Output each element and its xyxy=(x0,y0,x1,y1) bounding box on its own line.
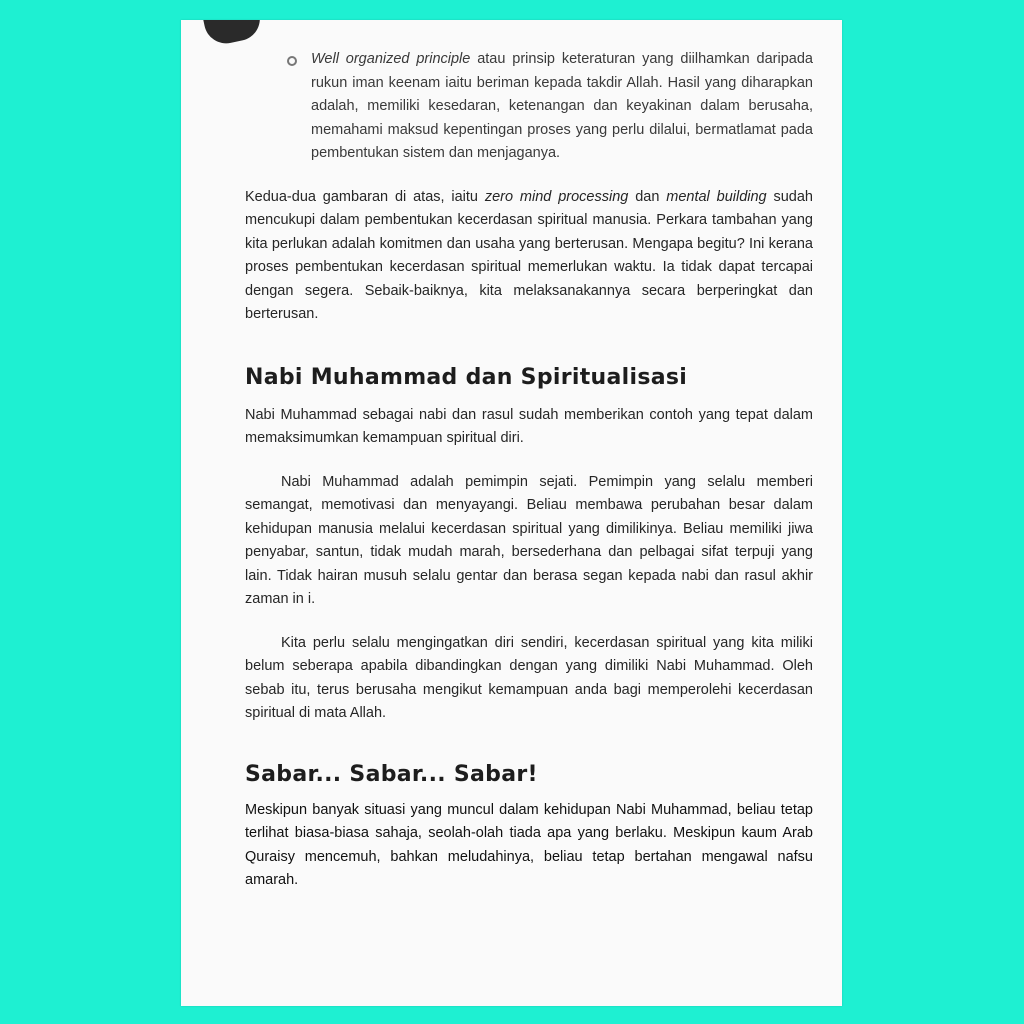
paragraph-kedua-dua xyxy=(245,186,813,327)
section-heading-nabi-muhammad: Nabi Muhammad dan Spiritualisasi xyxy=(245,364,688,390)
bullet-circle-icon xyxy=(287,56,297,66)
bullet-lead-italic: Well organized principle xyxy=(311,51,471,67)
section2-paragraph: Meskipun banyak situasi yang muncul dalam kehidupan Nabi Muhammad, beliau tetap terlihat biasa-biasa sahaja, seolah-olah tiada apa yang berlaku. Meskipun kaum Arab Quraisy mencemuh, bahkan meludahinya, beliau tetap bertahan mengawal nafsu amarah. xyxy=(245,801,813,888)
bullet-body-text: atau prinsip keteraturan yang diilhamkan daripada rukun iman keenam iaitu beriman kepada takdir Allah. Hasil yang diharapkan adalah, memiliki kesedaran, ketenangan dan keyakinan dalam berusaha, memahami maksud kepentingan proses yang perlu dilalui, bermatlamat pada pembentukan sistem dan menjaganya. xyxy=(311,51,813,161)
section1-paragraph-kita-perlu: Kita perlu selalu mengingatkan diri sendiri, kecerdasan spiritual yang kita miliki belum seberapa apabila dibandingkan dengan yang dimiliki Nabi Muhammad. Oleh sebab itu, terus berusaha mengikut kemampuan anda bagi memperolehi kecerdasan spiritual di mata Allah. xyxy=(245,634,813,721)
section1-intro-paragraph: Nabi Muhammad sebagai nabi dan rasul sudah memberikan contoh yang tepat dalam memaksimumkan kemampuan spiritual diri. xyxy=(245,406,813,446)
section-heading-sabar: Sabar... Sabar... Sabar! xyxy=(245,761,538,787)
para1-text-after: sudah mencukupi dalam pembentukan kecerdasan spiritual manusia. Perkara tambahan yang kita perlukan adalah komitmen dan usaha yang berterusan. Mengapa begitu? Ini kerana proses pembentukan kecerdasan spiritual memerlukan waktu. Ia tidak dapat tercapai dengan segera. Sebaik-baiknya, kita melaksanakannya secara berperingkat dan berterusan. xyxy=(245,188,813,322)
book-page xyxy=(181,20,842,1006)
section1-paragraph-pemimpin: Nabi Muhammad adalah pemimpin sejati. Pemimpin yang selalu memberi semangat, memotivasi dan menyayangi. Beliau membawa perubahan besar dalam kehidupan manusia melalui kecerdasan spiritual yang dimilikinya. Beliau memiliki jiwa penyabar, santun, tidak mudah marah, bersederhana dan pelbagai sifat terpuji yang lain. Tidak hairan musuh selalu gentar dan berasa segan kepada nabi dan rasul akhir zaman in i. xyxy=(245,473,813,607)
bullet-item xyxy=(311,48,813,166)
para1-italic-term-1: zero mind processing xyxy=(484,188,629,205)
page-content xyxy=(245,48,813,893)
para1-text-before: Kedua-dua gambaran di atas, iaitu xyxy=(245,188,485,205)
bullet-paragraph xyxy=(311,48,813,166)
para1-text-middle: dan xyxy=(628,188,667,205)
page-corner-shadow xyxy=(202,20,264,47)
para1-italic-term-2: mental building xyxy=(666,188,767,205)
